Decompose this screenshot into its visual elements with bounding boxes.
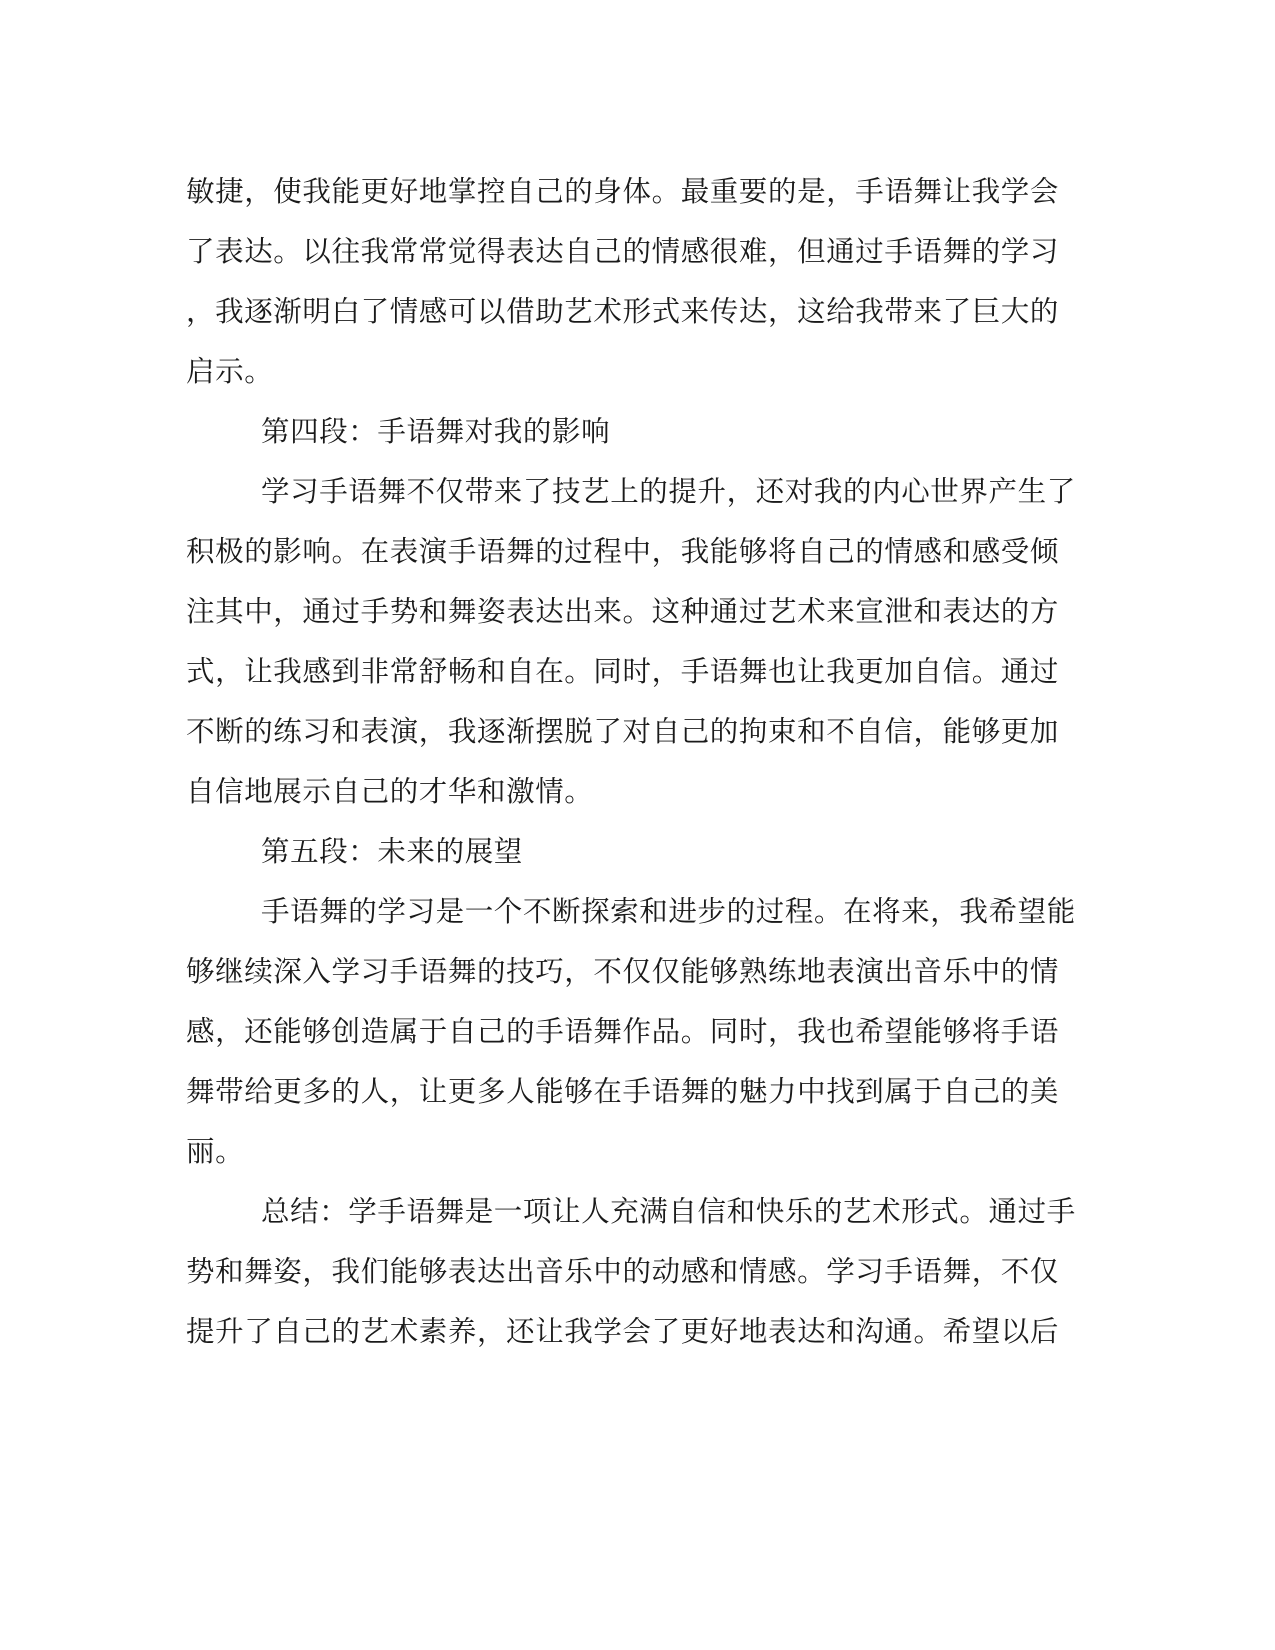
text-line: 启示。 xyxy=(186,355,274,388)
text-line: 舞带给更多的人，让更多人能够在手语舞的魅力中找到属于自己的美 xyxy=(186,1075,1060,1108)
text-line: 学习手语舞不仅带来了技艺上的提升，还对我的内心世界产生了 xyxy=(261,475,1076,508)
text-line: 势和舞姿，我们能够表达出音乐中的动感和情感。学习手语舞，不仅 xyxy=(186,1255,1060,1288)
text-line: 了表达。以往我常常觉得表达自己的情感很难，但通过手语舞的学习 xyxy=(186,235,1060,268)
text-line: 感，还能够创造属于自己的手语舞作品。同时，我也希望能够将手语 xyxy=(186,1015,1060,1048)
text-line: 提升了自己的艺术素养，还让我学会了更好地表达和沟通。希望以后 xyxy=(186,1315,1060,1348)
text-line: 自信地展示自己的才华和激情。 xyxy=(186,775,594,808)
section-heading-5: 第五段：未来的展望 xyxy=(261,835,523,868)
summary-paragraph-start: 总结：学手语舞是一项让人充满自信和快乐的艺术形式。通过手 xyxy=(261,1195,1076,1228)
text-line: ，我逐渐明白了情感可以借助艺术形式来传达，这给我带来了巨大的 xyxy=(186,295,1060,328)
text-line: 不断的练习和表演，我逐渐摆脱了对自己的拘束和不自信，能够更加 xyxy=(186,715,1060,748)
text-line: 积极的影响。在表演手语舞的过程中，我能够将自己的情感和感受倾 xyxy=(186,535,1060,568)
text-line: 式，让我感到非常舒畅和自在。同时，手语舞也让我更加自信。通过 xyxy=(186,655,1060,688)
text-line: 丽。 xyxy=(186,1135,245,1168)
body-text xyxy=(186,162,1076,1362)
text-line: 够继续深入学习手语舞的技巧，不仅仅能够熟练地表演出音乐中的情 xyxy=(186,955,1060,988)
text-line: 手语舞的学习是一个不断探索和进步的过程。在将来，我希望能 xyxy=(261,895,1076,928)
section-heading-4: 第四段：手语舞对我的影响 xyxy=(261,415,611,448)
text-line: 敏捷，使我能更好地掌控自己的身体。最重要的是，手语舞让我学会 xyxy=(186,175,1060,208)
text-line: 注其中，通过手势和舞姿表达出来。这种通过艺术来宣泄和表达的方 xyxy=(186,595,1060,628)
